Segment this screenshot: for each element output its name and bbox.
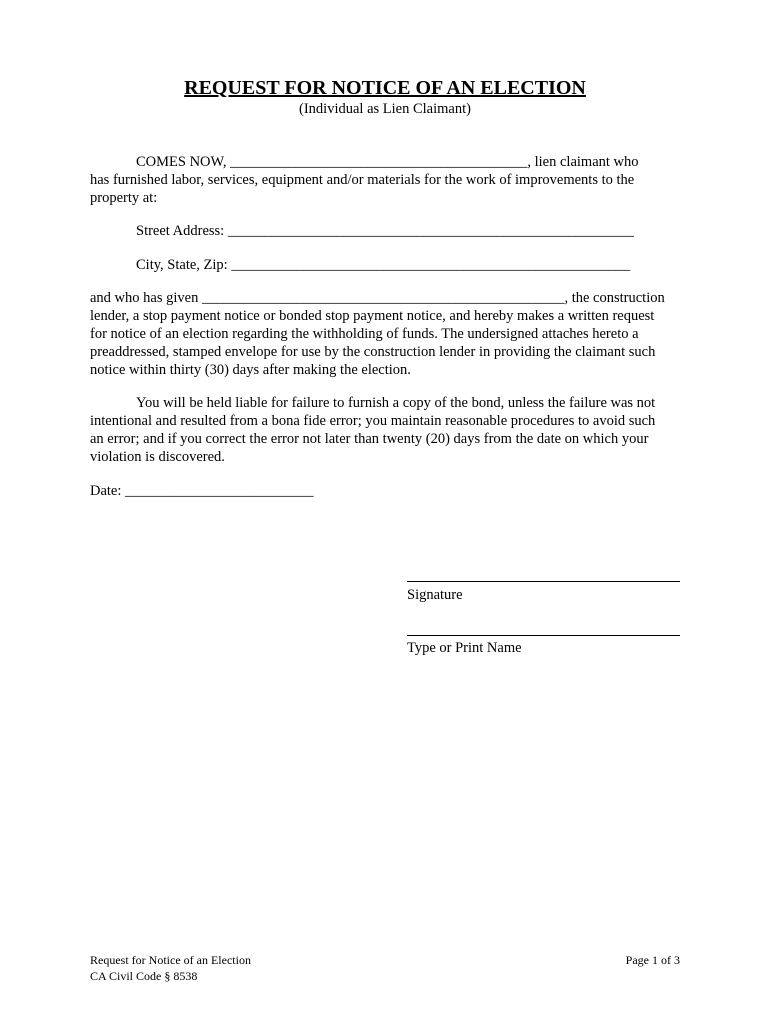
paragraph1-line1: COMES NOW, _________________________________________, lien claimant who — [136, 154, 639, 170]
footer-document-name: Request for Notice of an Election — [90, 953, 251, 967]
paragraph2-line1: and who has given __________________________________________________, the construction — [90, 290, 665, 306]
date-field[interactable]: Date: __________________________ — [90, 483, 314, 499]
city-state-zip-field[interactable]: City, State, Zip: _______________________________________________________ — [136, 257, 631, 273]
paragraph3-line2: intentional and resulted from a bona fide error; you maintain reasonable procedures to avoid such — [90, 413, 656, 429]
paragraph2-line3: for notice of an election regarding the withholding of funds. The undersigned attaches hereto a — [90, 326, 639, 342]
document-subtitle: (Individual as Lien Claimant) — [299, 101, 471, 117]
paragraph2-line4: preaddressed, stamped envelope for use by the construction lender in providing the claimant such — [90, 344, 656, 360]
paragraph1-line2: has furnished labor, services, equipment and/or materials for the work of improvements to the — [90, 172, 635, 188]
street-address-field[interactable]: Street Address: ________________________________________________________ — [136, 223, 634, 239]
paragraph3-line1: You will be held liable for failure to furnish a copy of the bond, unless the failure was not — [136, 395, 656, 411]
paragraph1-line3: property at: — [90, 190, 158, 206]
document-title: REQUEST FOR NOTICE OF AN ELECTION — [184, 77, 586, 99]
signature-label: Signature — [407, 587, 463, 603]
paragraph3-line4: violation is discovered. — [90, 449, 225, 465]
print-name-line[interactable] — [407, 635, 680, 636]
signature-line[interactable] — [407, 581, 680, 582]
paragraph2-line5: notice within thirty (30) days after making the election. — [90, 362, 411, 378]
print-name-label: Type or Print Name — [407, 640, 522, 656]
footer-code-reference: CA Civil Code § 8538 — [90, 969, 198, 983]
footer-page-number: Page 1 of 3 — [625, 953, 680, 967]
paragraph3-line3: an error; and if you correct the error not later than twenty (20) days from the date on which your — [90, 431, 649, 447]
paragraph2-line2: lender, a stop payment notice or bonded stop payment notice, and hereby makes a written request — [90, 308, 655, 324]
